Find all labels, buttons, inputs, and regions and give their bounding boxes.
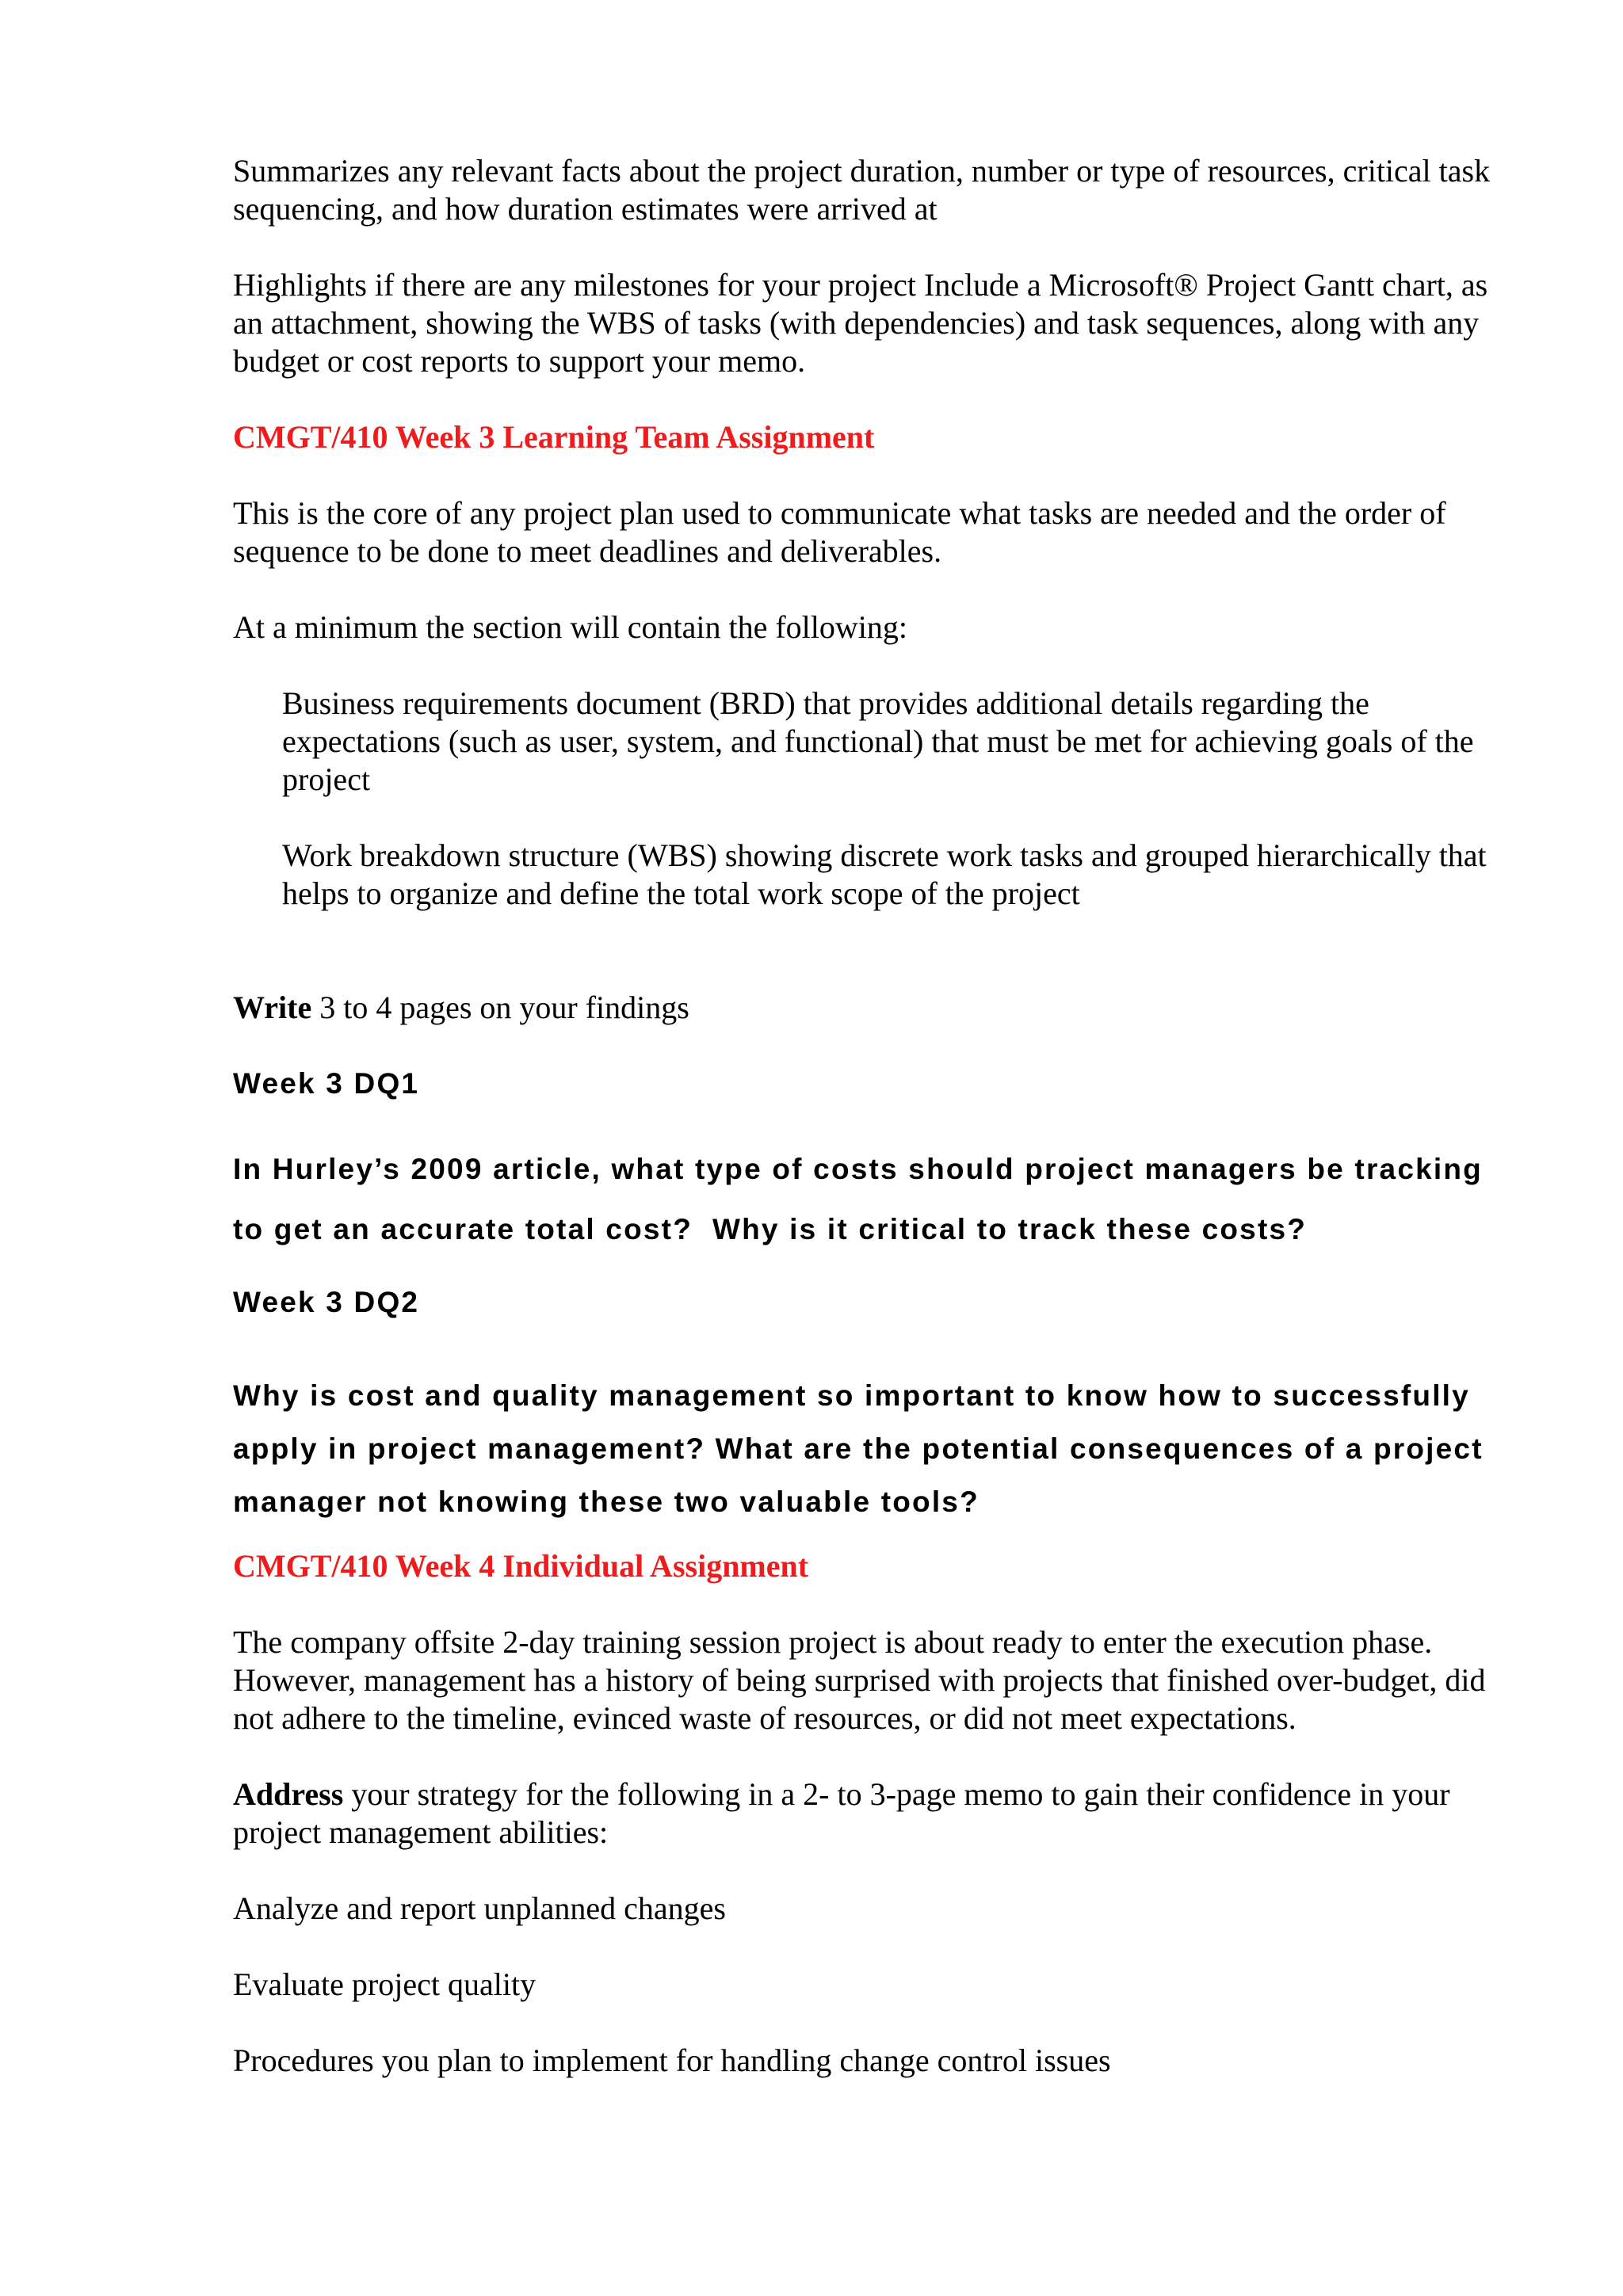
address-bold-label: Address (233, 1776, 344, 1812)
paragraph-offsite-training: The company offsite 2-day training session project is about ready to enter the execution phase. However, management has a history of being surprised with projects that finished over-budget, did not adhere to the timeline, evinced waste of resources, or did not meet expectations. (233, 1624, 1486, 1736)
heading-week3-dq1: Week 3 DQ1 (233, 1067, 420, 1100)
list-item-brd: Business requirements document (BRD) that provides additional details regarding the expectations (such as user, system, and functional) that must be met for achieving goals of the project (282, 685, 1474, 797)
write-instruction-text: 3 to 4 pages on your findings (311, 990, 689, 1025)
paragraph-milestones: Highlights if there are any milestones for your project Include a Microsoft® Project Gantt chart, as an attachment, showing the WBS of tasks (with dependencies) and task sequences, along with any budget or cost reports to support your memo. (233, 267, 1488, 379)
document-body (233, 152, 1517, 2118)
heading-week4-individual: CMGT/410 Week 4 Individual Assignment (233, 1548, 809, 1584)
list-item-change-control: Procedures you plan to implement for handling change control issues (233, 2042, 1111, 2078)
list-item-project-quality: Evaluate project quality (233, 1966, 537, 2002)
list-item-wbs: Work breakdown structure (WBS) showing discrete work tasks and grouped hierarchically that helps to organize and define the total work scope of the project (282, 837, 1487, 911)
heading-week3-dq2: Week 3 DQ2 (233, 1286, 420, 1318)
question-dq2: Why is cost and quality management so important to know how to successfully apply in project management? What are the potential consequences of a project manager not knowing these two valuable tools? (233, 1379, 1484, 1518)
list-item-unplanned-changes: Analyze and report unplanned changes (233, 1890, 726, 1926)
paragraph-minimum-section: At a minimum the section will contain the following: (233, 609, 907, 645)
address-instruction-text: your strategy for the following in a 2- to 3-page memo to gain their confidence in your project management abilities: (233, 1776, 1450, 1850)
paragraph-duration-summary: Summarizes any relevant facts about the project duration, number or type of resources, critical task sequencing, and how duration estimates were arrived at (233, 153, 1491, 227)
paragraph-write-instruction (233, 989, 1517, 1027)
paragraph-address-instruction (233, 1775, 1517, 1852)
heading-week3-learning-team: CMGT/410 Week 3 Learning Team Assignment (233, 419, 875, 455)
question-dq1: In Hurley’s 2009 article, what type of costs should project managers be tracking to get an accurate total cost? Why is it critical to track these costs? (233, 1153, 1483, 1245)
write-bold-label: Write (233, 990, 312, 1025)
paragraph-core-project-plan: This is the core of any project plan used to communicate what tasks are needed and the order of sequence to be done to meet deadlines and deliverables. (233, 495, 1446, 569)
